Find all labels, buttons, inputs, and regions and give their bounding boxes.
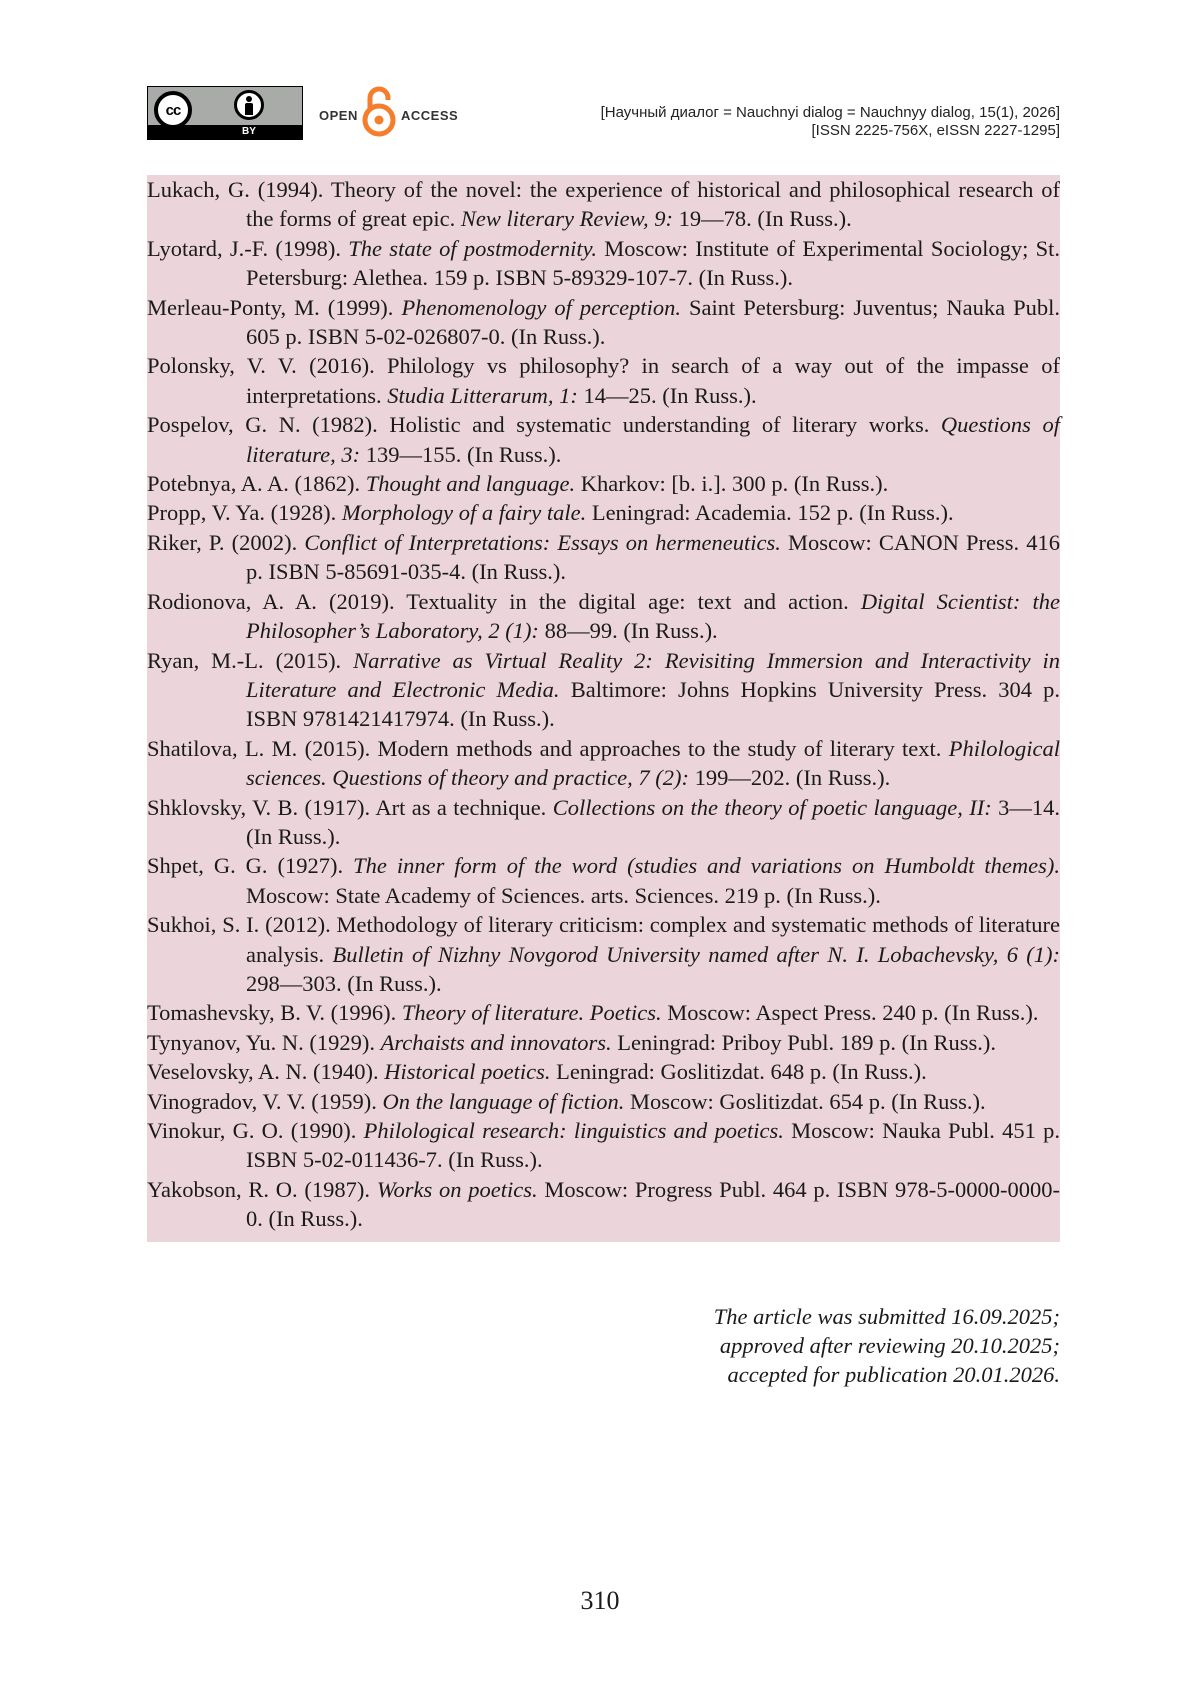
reference-text: Potebnya, A. A. (1862). xyxy=(147,471,366,497)
reference-details: Moscow: Aspect Press. 240 p. (In Russ.). xyxy=(661,1000,1039,1026)
reference-details: Leningrad: Goslitizdat. 648 p. (In Russ.). xyxy=(550,1059,927,1085)
reference-text: Veselovsky, A. N. (1940). xyxy=(147,1059,385,1085)
reference-text: Pospelov, G. N. (1982). Holistic and systematic understanding of literary works. xyxy=(147,412,941,438)
reference-text: Ryan, M.-L. (2015). xyxy=(147,647,354,673)
reference-item xyxy=(147,1175,1060,1234)
reference-text: Lukach, G. (1994). Theory of the novel: the experience of historical and philosophical research of the forms of great epic. xyxy=(147,177,1060,232)
attribution-icon xyxy=(234,90,264,120)
reference-details: 3—14. (In Russ.). xyxy=(246,794,1061,849)
reference-details: Moscow: Nauka Publ. 451 p. ISBN 5-02-011436-7. (In Russ.). xyxy=(246,1118,1060,1173)
reference-details: Moscow: State Academy of Sciences. arts. Sciences. 219 p. (In Russ.). xyxy=(246,882,881,908)
reference-source: Digital Scientist: the Philosopher’s Laboratory, 2 (1): xyxy=(246,588,1060,644)
submission-dates xyxy=(714,1302,1060,1389)
reference-item xyxy=(147,293,1060,352)
reference-item xyxy=(147,528,1060,587)
reference-details: Moscow: Goslitizdat. 654 p. (In Russ.). xyxy=(624,1088,986,1114)
open-access-lock-icon xyxy=(361,86,397,138)
reference-source: Archaists and innovators. xyxy=(380,1029,612,1055)
reference-source: Collections on the theory of poetic language, II: xyxy=(552,794,992,820)
reference-source: Thought and language. xyxy=(365,471,576,497)
reference-text: Yakobson, R. O. (1987). xyxy=(147,1176,377,1202)
cc-by-license-badge[interactable] xyxy=(147,86,303,140)
reference-item xyxy=(147,734,1060,793)
reference-details: 19—78. (In Russ.). xyxy=(672,206,852,232)
reference-item xyxy=(147,1116,1060,1175)
creative-commons-icon: cc xyxy=(154,91,192,129)
page-header xyxy=(147,86,1060,142)
reference-text: Shpet, G. G. (1927). xyxy=(147,853,354,879)
reference-item xyxy=(147,498,1060,527)
reference-source: Works on poetics. xyxy=(376,1176,538,1202)
reference-source: Studia Litterarum, 1: xyxy=(387,382,578,408)
reference-item xyxy=(147,410,1060,469)
journal-meta xyxy=(601,104,1060,140)
reference-source: Conflict of Interpretations: Essays on hermeneutics. xyxy=(304,529,781,555)
reference-text: Riker, P. (2002). xyxy=(147,529,305,555)
accepted-date: accepted for publication 20.01.2026. xyxy=(727,1362,1060,1387)
reference-details: Kharkov: [b. i.]. 300 p. (In Russ.). xyxy=(575,471,889,497)
reference-details: 199—202. (In Russ.). xyxy=(689,765,891,791)
reference-list xyxy=(147,175,1060,1242)
license-badge-label: BY xyxy=(242,126,256,137)
reference-item xyxy=(147,1028,1060,1057)
reference-source: Narrative as Virtual Reality 2: Revisiting Immersion and Interactivity in Literature and Electronic Media. xyxy=(246,647,1060,702)
reference-details: Leningrad: Priboy Publ. 189 p. (In Russ.). xyxy=(611,1029,997,1055)
approved-date: approved after reviewing 20.10.2025; xyxy=(719,1333,1060,1358)
reference-details: 14—25. (In Russ.). xyxy=(577,382,757,408)
reference-source: Historical poetics. xyxy=(384,1059,551,1085)
page-number: 310 xyxy=(580,1586,620,1615)
reference-source: On the language of fiction. xyxy=(382,1088,625,1114)
reference-details: 298—303. (In Russ.). xyxy=(246,970,442,996)
reference-text: Lyotard, J.-F. (1998). xyxy=(147,235,349,261)
reference-source: The inner form of the word (studies and variations on Humboldt themes). xyxy=(353,853,1061,879)
reference-item xyxy=(147,234,1060,293)
reference-source: Philological sciences. Questions of theory and practice, 7 (2): xyxy=(246,735,1060,791)
reference-source: Bulletin of Nizhny Novgorod University named after N. I. Lobachevsky, 6 (1): xyxy=(332,941,1060,967)
reference-item xyxy=(147,851,1060,910)
reference-details: Moscow: Progress Publ. 464 p. ISBN 978-5-0000-0000-0. (In Russ.). xyxy=(246,1176,1061,1232)
reference-details: Saint Petersburg: Juventus; Nauka Publ. 605 p. ISBN 5-02-026807-0. (In Russ.). xyxy=(246,294,1060,350)
reference-item xyxy=(147,175,1060,234)
reference-item xyxy=(147,793,1060,852)
journal-citation: [Научный диалог = Nauchnyi dialog = Nauchnyy dialog, 15(1), 2026] xyxy=(600,104,1060,121)
reference-item xyxy=(147,587,1060,646)
reference-item xyxy=(147,1057,1060,1086)
reference-text: Tynyanov, Yu. N. (1929). xyxy=(147,1029,381,1055)
reference-details: Leningrad: Academia. 152 p. (In Russ.). xyxy=(586,500,954,526)
reference-source: Morphology of a fairy tale. xyxy=(341,500,587,526)
license-strip xyxy=(148,125,302,139)
reference-details: 139—155. (In Russ.). xyxy=(360,441,562,467)
reference-item xyxy=(147,469,1060,498)
reference-text: Sukhoi, S. I. (2012). Methodology of literary criticism: complex and systematic methods of literature analysis. xyxy=(147,912,1060,967)
reference-text: Propp, V. Ya. (1928). xyxy=(147,500,342,526)
reference-item xyxy=(147,646,1060,734)
reference-source: The state of postmodernity. xyxy=(348,235,597,261)
reference-source: Questions of literature, 3: xyxy=(246,412,1060,467)
reference-details: Moscow: Institute of Experimental Sociology; St. Petersburg: Alethea. 159 p. ISBN 5-89329-107-7. (In Russ.). xyxy=(246,235,1061,291)
reference-source: Theory of literature. Poetics. xyxy=(401,1000,662,1026)
reference-text: Shklovsky, V. B. (1917). Art as a technique. xyxy=(147,794,553,820)
reference-item xyxy=(147,998,1060,1027)
reference-item xyxy=(147,910,1060,998)
reference-text: Shatilova, L. M. (2015). Modern methods and approaches to the study of literary text. xyxy=(147,735,949,761)
open-access-label-left: OPEN xyxy=(319,108,358,123)
reference-text: Tomashevsky, B. V. (1996). xyxy=(147,1000,402,1026)
reference-text: Vinogradov, V. V. (1959). xyxy=(147,1088,383,1114)
submitted-date: The article was submitted 16.09.2025; xyxy=(713,1304,1060,1329)
reference-text: Polonsky, V. V. (2016). Philology vs philosophy? in search of a way out of the impasse of interpretations. xyxy=(147,353,1060,408)
reference-details: 88—99. (In Russ.). xyxy=(538,618,718,644)
open-access-label-right: ACCESS xyxy=(401,108,459,123)
reference-source: Phenomenology of perception. xyxy=(401,294,681,320)
reference-source: Philological research: linguistics and poetics. xyxy=(363,1118,784,1143)
reference-details: Baltimore: Johns Hopkins University Press. 304 p. ISBN 9781421417974. (In Russ.). xyxy=(246,676,1060,732)
reference-details: Moscow: CANON Press. 416 p. ISBN 5-85691-035-4. (In Russ.). xyxy=(246,529,1061,585)
reference-text: Rodionova, A. A. (2019). Textuality in the digital age: text and action. xyxy=(147,588,861,614)
reference-source: New literary Review, 9: xyxy=(460,206,673,232)
reference-item xyxy=(147,351,1060,410)
issn-line: [ISSN 2225-756X, eISSN 2227-1295] xyxy=(811,122,1060,139)
reference-text: Merleau-Ponty, M. (1999). xyxy=(147,294,402,320)
reference-text: Vinokur, G. O. (1990). xyxy=(147,1118,364,1143)
reference-item xyxy=(147,1087,1060,1116)
